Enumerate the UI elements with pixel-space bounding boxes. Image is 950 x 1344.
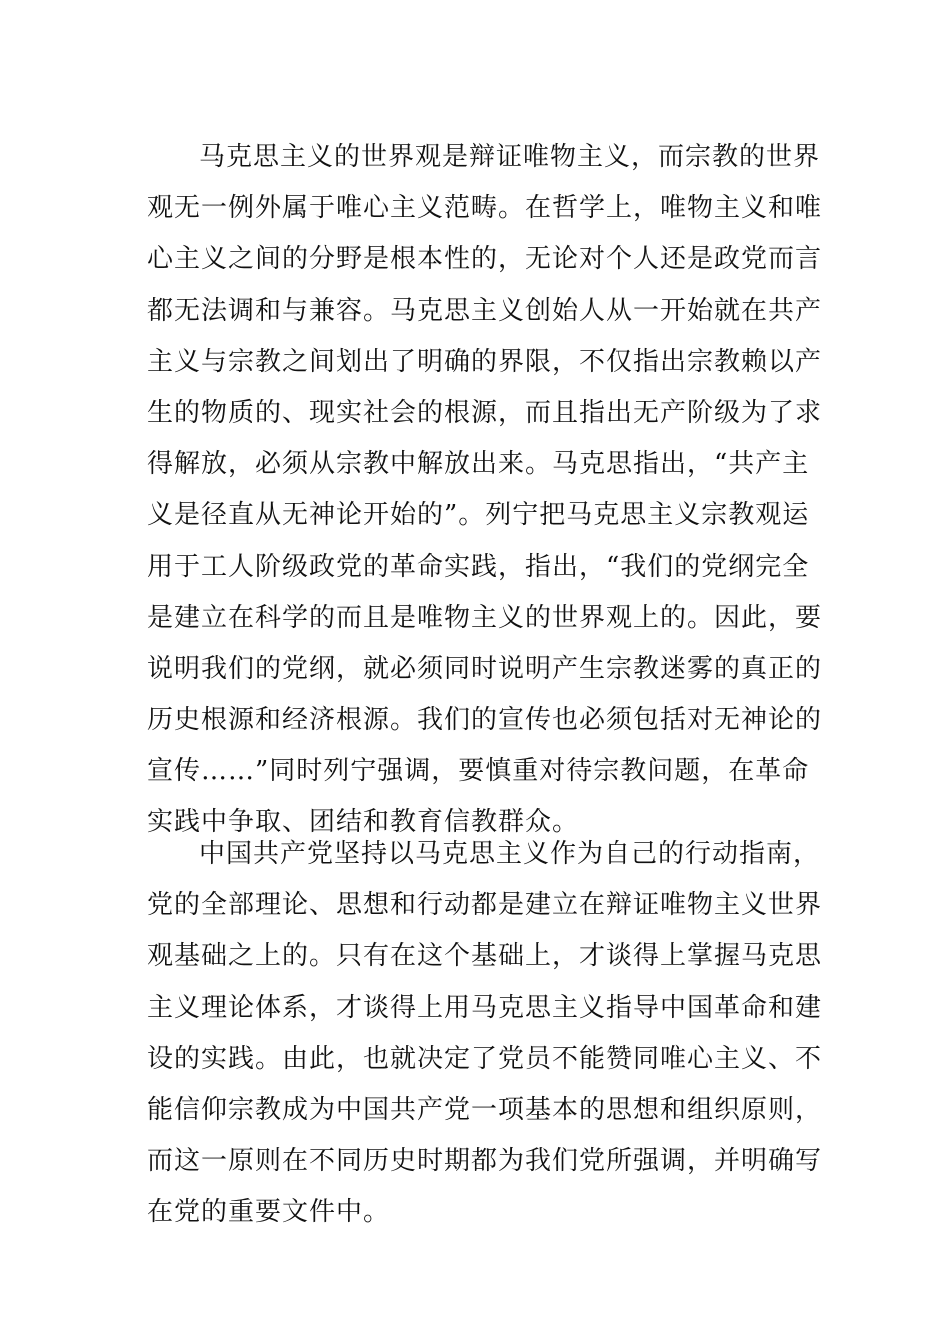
- paragraph-line: 党的全部理论、思想和行动都是建立在辩证唯物主义世界: [147, 890, 823, 921]
- paragraph-line: 宣传……”同时列宁强调，要慎重对待宗教问题，在革命: [147, 756, 810, 787]
- paragraph-line: 心主义之间的分野是根本性的，无论对个人还是政党而言: [147, 244, 823, 275]
- paragraph-line: 马克思主义的世界观是辩证唯物主义，而宗教的世界: [199, 142, 821, 172]
- paragraph-line: 实践中争取、团结和教育信教群众。: [147, 807, 580, 838]
- paragraph-line: 在党的重要文件中。: [147, 1197, 391, 1228]
- paragraph-line: 主义理论体系，才谈得上用马克思主义指导中国革命和建: [147, 992, 823, 1023]
- paragraph-line: 生的物质的、现实社会的根源，而且指出无产阶级为了求: [147, 397, 823, 428]
- paragraph-line: 是建立在科学的而且是唯物主义的世界观上的。因此，要: [147, 602, 823, 633]
- paragraph-line: 历史根源和经济根源。我们的宣传也必须包括对无神论的: [147, 705, 823, 736]
- paragraph-line: 中国共产党坚持以马克思主义作为自己的行动指南，: [199, 839, 821, 869]
- paragraph-line: 都无法调和与兼容。马克思主义创始人从一开始就在共产: [147, 295, 823, 326]
- paragraph-line: 主义与宗教之间划出了明确的界限，不仅指出宗教赖以产: [147, 346, 823, 377]
- paragraph-line: 而这一原则在不同历史时期都为我们党所强调，并明确写: [147, 1146, 823, 1177]
- paragraph-line: 说明我们的党纲，就必须同时说明产生宗教迷雾的真正的: [147, 653, 823, 684]
- paragraph-line: 用于工人阶级政党的革命实践，指出，“我们的党纲完全: [147, 551, 810, 582]
- paragraph-line: 观无一例外属于唯心主义范畴。在哲学上，唯物主义和唯: [147, 193, 823, 224]
- paragraph-line: 能信仰宗教成为中国共产党一项基本的思想和组织原则，: [147, 1094, 823, 1125]
- paragraph-line: 设的实践。由此，也就决定了党员不能赞同唯心主义、不: [147, 1043, 823, 1074]
- paragraph-line: 义是径直从无神论开始的”。列宁把马克思主义宗教观运: [147, 500, 810, 531]
- paragraph-1: [147, 132, 823, 849]
- paragraph-2: [147, 829, 823, 1239]
- paragraph-line: 得解放，必须从宗教中解放出来。马克思指出，“共产主: [147, 449, 810, 480]
- paragraph-line: 观基础之上的。只有在这个基础上，才谈得上掌握马克思: [147, 941, 823, 972]
